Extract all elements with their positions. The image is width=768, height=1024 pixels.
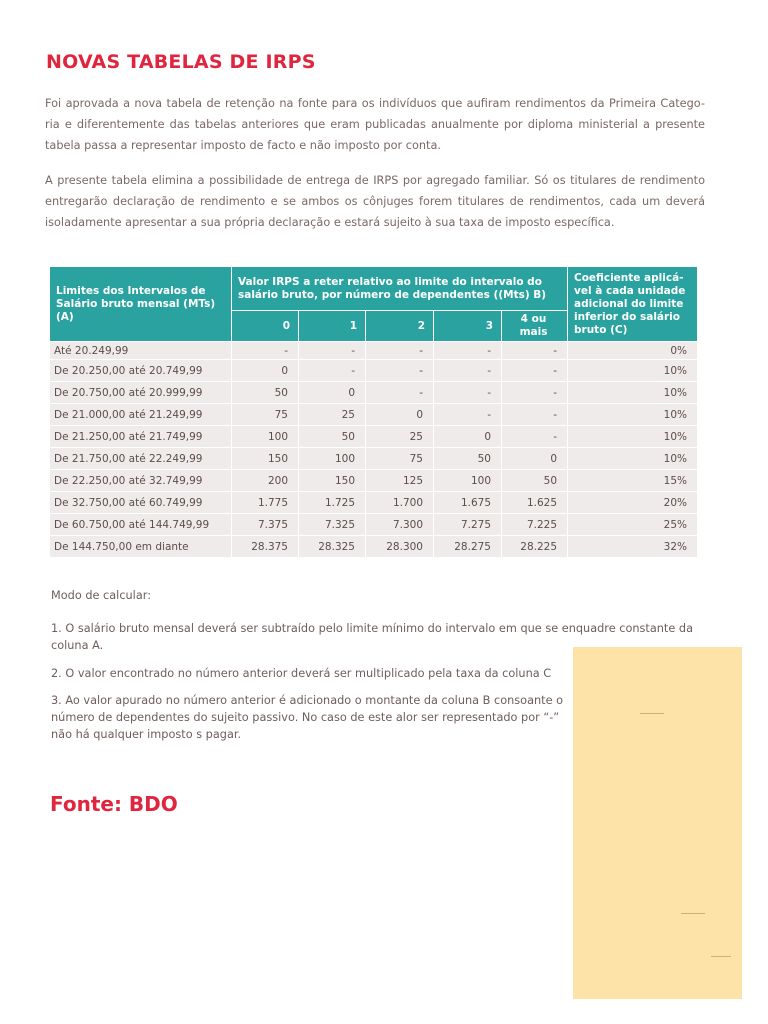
header-coefficient: Coeficiente aplicá-vel à cada unidade adicional do limite inferior do salário bruto (C): [568, 267, 698, 342]
value-cell: 1.700: [366, 492, 434, 514]
range-cell: De 32.750,00 até 60.749,99: [50, 492, 232, 514]
value-cell: 100: [232, 426, 299, 448]
value-cell: -: [366, 342, 434, 360]
value-cell: -: [299, 360, 366, 382]
calculation-step-1: 1. O salário bruto mensal deverá ser subtraído pelo limite mínimo do intervalo em que se enquadre constante da coluna A.: [51, 622, 693, 652]
value-cell: 100: [299, 448, 366, 470]
range-cell: De 20.750,00 até 20.999,99: [50, 382, 232, 404]
value-cell: 0: [366, 404, 434, 426]
table-row: [50, 536, 698, 558]
table-row: [50, 448, 698, 470]
irps-table: [49, 266, 698, 558]
value-cell: -: [502, 404, 568, 426]
header-dependents-4: 4 ou mais: [502, 311, 568, 342]
value-cell: -: [434, 342, 502, 360]
coefficient-cell: 15%: [568, 470, 698, 492]
value-cell: 28.275: [434, 536, 502, 558]
value-cell: 25: [299, 404, 366, 426]
note-line: [681, 913, 705, 914]
calculation-title: Modo de calcular:: [51, 589, 152, 602]
value-cell: 75: [232, 404, 299, 426]
source-label: Fonte: BDO: [50, 792, 178, 816]
page-title: NOVAS TABELAS DE IRPS: [46, 51, 316, 73]
value-cell: 75: [366, 448, 434, 470]
coefficient-cell: 32%: [568, 536, 698, 558]
range-cell: De 20.250,00 até 20.749,99: [50, 360, 232, 382]
header-dependents-2: 2: [366, 311, 434, 342]
table-row: [50, 514, 698, 536]
coefficient-cell: 10%: [568, 382, 698, 404]
coefficient-cell: 10%: [568, 360, 698, 382]
value-cell: 0: [434, 426, 502, 448]
value-cell: -: [434, 360, 502, 382]
value-cell: -: [232, 342, 299, 360]
value-cell: 125: [366, 470, 434, 492]
coefficient-cell: 0%: [568, 342, 698, 360]
note-line: [711, 956, 731, 957]
note-line: [640, 713, 664, 714]
table-row: [50, 426, 698, 448]
table-row: [50, 470, 698, 492]
value-cell: 0: [502, 448, 568, 470]
value-cell: 1.725: [299, 492, 366, 514]
value-cell: -: [434, 382, 502, 404]
value-cell: 7.300: [366, 514, 434, 536]
intro-paragraph: Foi aprovada a nova tabela de retenção na fonte para os indivíduos que aufiram rendimentos da Primeira Catego-ria e diferentemente das tabelas anteriores que eram publicadas anualmente por diploma ministerial a presente tabela passa a representar imposto de facto e não imposto por conta.: [45, 97, 705, 152]
coefficient-cell: 20%: [568, 492, 698, 514]
value-cell: 7.225: [502, 514, 568, 536]
value-cell: 50: [232, 382, 299, 404]
value-cell: 1.775: [232, 492, 299, 514]
coefficient-cell: 10%: [568, 448, 698, 470]
value-cell: 7.375: [232, 514, 299, 536]
value-cell: 50: [502, 470, 568, 492]
value-cell: 0: [299, 382, 366, 404]
value-cell: -: [366, 382, 434, 404]
coefficient-cell: 10%: [568, 426, 698, 448]
sticky-note-panel: [573, 647, 742, 999]
calculation-step-2: 2. O valor encontrado no número anterior deverá ser multiplicado pela taxa da coluna C: [51, 667, 552, 680]
value-cell: 150: [232, 448, 299, 470]
value-cell: -: [366, 360, 434, 382]
header-dependents-3: 3: [434, 311, 502, 342]
header-dependents-1: 1: [299, 311, 366, 342]
value-cell: 28.325: [299, 536, 366, 558]
value-cell: -: [502, 426, 568, 448]
value-cell: 28.225: [502, 536, 568, 558]
value-cell: -: [299, 342, 366, 360]
header-irps-value: Valor IRPS a reter relativo ao limite do intervalo do salário bruto, por número de dependentes ((Mts) B): [232, 267, 568, 311]
value-cell: 50: [434, 448, 502, 470]
coefficient-cell: 25%: [568, 514, 698, 536]
family-paragraph: A presente tabela elimina a possibilidade de entrega de IRPS por agregado familiar. Só os titulares de rendimento entregarão declaração de rendimento e se ambos os cônjuges forem titulares de rendimentos, cada um deverá isoladamente apresentar a sua própria declaração e estará sujeito à sua taxa de imposto específica.: [45, 174, 705, 229]
range-cell: De 60.750,00 até 144.749,99: [50, 514, 232, 536]
range-cell: Até 20.249,99: [50, 342, 232, 360]
value-cell: 50: [299, 426, 366, 448]
value-cell: 150: [299, 470, 366, 492]
header-salary-limits: Limites dos Intervalos de Salário bruto mensal (MTs) (A): [50, 267, 232, 342]
table-row: [50, 360, 698, 382]
coefficient-cell: 10%: [568, 404, 698, 426]
value-cell: 7.275: [434, 514, 502, 536]
value-cell: 28.375: [232, 536, 299, 558]
header-dependents-0: 0: [232, 311, 299, 342]
value-cell: -: [434, 404, 502, 426]
value-cell: -: [502, 382, 568, 404]
range-cell: De 144.750,00 em diante: [50, 536, 232, 558]
value-cell: 25: [366, 426, 434, 448]
table-row: [50, 404, 698, 426]
range-cell: De 21.250,00 até 21.749,99: [50, 426, 232, 448]
table-row: [50, 342, 698, 360]
value-cell: 1.675: [434, 492, 502, 514]
range-cell: De 22.250,00 até 32.749,99: [50, 470, 232, 492]
range-cell: De 21.000,00 até 21.249,99: [50, 404, 232, 426]
table-row: [50, 492, 698, 514]
value-cell: 0: [232, 360, 299, 382]
value-cell: 100: [434, 470, 502, 492]
value-cell: -: [502, 342, 568, 360]
table-row: [50, 382, 698, 404]
value-cell: -: [502, 360, 568, 382]
range-cell: De 21.750,00 até 22.249,99: [50, 448, 232, 470]
value-cell: 7.325: [299, 514, 366, 536]
value-cell: 1.625: [502, 492, 568, 514]
value-cell: 200: [232, 470, 299, 492]
value-cell: 28.300: [366, 536, 434, 558]
calculation-step-3: 3. Ao valor apurado no número anterior é adicionado o montante da coluna B consoante o número de dependentes do sujeito passivo. No caso de este alor ser representado por “-” não há qualquer imposto s pagar.: [51, 694, 564, 741]
